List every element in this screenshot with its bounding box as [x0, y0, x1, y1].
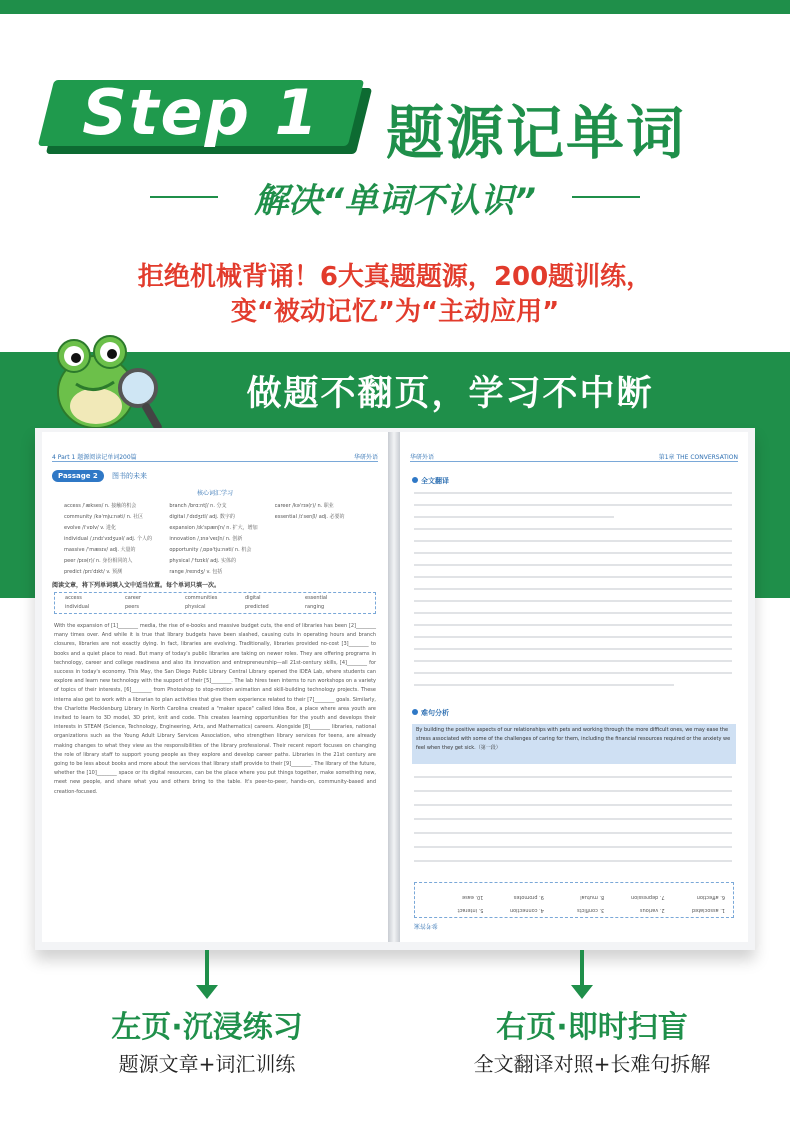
- page-title: 题源记单词: [386, 99, 687, 167]
- text-line: [414, 492, 732, 494]
- vocab-item: physical /ˈfɪzɪkl/ adj. 实体的: [169, 558, 236, 564]
- text-line: [414, 818, 732, 820]
- vocab-item: branch /brɑːntʃ/ n. 分支: [169, 503, 227, 509]
- analysis-sentence: By building the positive aspects of our relationships with pets and working through the more difficult ones, we may ease the stress associated with some of the challenges of caring for them, including the financial resources required or the anxiety we feel when they get sick.（第一段）: [416, 727, 731, 751]
- answer-item: 6. affection: [696, 894, 725, 900]
- word-bank-item: digital: [245, 595, 261, 601]
- step-label: Step 1: [82, 76, 320, 149]
- top-bar: [0, 0, 790, 14]
- left-page-header: [52, 452, 378, 462]
- left-header-brand: 华研外语: [353, 454, 378, 461]
- answer-item: 4. connection: [509, 907, 544, 913]
- text-line: [414, 576, 732, 578]
- vocab-item: essential /ɪˈsenʃl/ adj. 必要的: [274, 514, 345, 520]
- vocab-item: expansion /ɪkˈspænʃn/ n. 扩大，增加: [169, 525, 258, 531]
- vocab-item: opportunity /ˌɒpəˈtjuːnəti/ n. 机会: [169, 547, 252, 553]
- answer-item: 7. depression: [630, 894, 665, 900]
- exercise-instruction: 阅读文章，将下列单词填入文中适当位置。每个单词只填一次。: [52, 582, 221, 589]
- tagline-line2: 变“被动记忆”为“主动应用”: [230, 297, 560, 327]
- word-bank-item: physical: [185, 604, 206, 610]
- text-line: [414, 504, 732, 506]
- answer-item: 5. interact: [457, 907, 484, 913]
- vocab-item: career /kəˈrɪə(r)/ n. 职业: [274, 503, 334, 509]
- text-line: [414, 776, 732, 778]
- right-header-label: 第1章 THE CONVERSATION: [658, 454, 738, 461]
- answer-item: 9. promotes: [513, 894, 544, 900]
- band-title: 做题不翻页，学习不中断: [246, 374, 654, 414]
- text-line: [414, 648, 732, 650]
- vocab-item: digital /ˈdɪdʒɪtl/ adj. 数字的: [169, 514, 235, 520]
- left-caption-title: 左页·沉浸练习: [111, 1010, 303, 1045]
- answer-item: 3. conflicts: [577, 907, 605, 913]
- book-gutter: [388, 432, 400, 942]
- left-page: [42, 432, 388, 942]
- vocab-item: peer /pɪə(r)/ n. 身份相同的人: [64, 558, 133, 564]
- text-line: [414, 672, 732, 674]
- text-line: [414, 804, 732, 806]
- left-caption-subtitle: 题源文章+词汇训练: [118, 1052, 296, 1076]
- solve-subtitle: 解决“单词不认识”: [254, 181, 536, 221]
- left-arrow-icon: [196, 985, 218, 999]
- vocab-item: evolve /iˈvɒlv/ v. 进化: [64, 525, 117, 531]
- answers-label: 参考答案: [414, 922, 439, 929]
- analysis-heading: 难句分析: [412, 708, 449, 718]
- vocab-item: [275, 524, 374, 531]
- right-arrow-icon: [571, 985, 593, 999]
- word-bank-item: peers: [125, 604, 139, 610]
- right-arrow-shaft: [580, 950, 584, 990]
- translation-heading: 全文翻译: [412, 476, 449, 486]
- passage-text: With the expansion of [1]________ media, the rise of e-books and massive budget cuts, the end of libraries has been [2]________ many times over. And while it is true that library budgets have been slashed, causing cuts in operating hours and branch closures, libraries are not exactly dying. In fact, libraries are evolving. Traditionally, libraries provided no-cost [3]________ to books and a quiet place to read. But many of today's public libraries are taking on newer roles. They are offering programs in technology, career and college readiness and also its innovation and entrepreneurship—all 21st-century skills, [4]________ for success in today's economy. This May, the San Diego Public Library Central Library opened the IDEA Lab, where students can explore and learn new technology with the support of their [5]________. The lab hires teen interns to run workshops on a variety of topics of their interests, [6]________ from Photoshop to stop-motion animation and skill-building technology projects. These interns also get to work with a librarian to plan activities that give them experience related to their [7]________ goals. Similarly, the Charlotte Mecklenburg Library in North Carolina created a "maker space" called Idea Box, a place where area youth are invited to learn to 3D model, 3D print, knit and code. This creates learning opportunities for the youth and develops their interests in STEAM (Science, Technology, Engineering, Arts, and Mathematics) careers. Alongside [8]________ libraries, national organizations such as the Young Adult Library Services Association, who strengthen library services for teens, are already making changes to what they view as the responsibilities of the library professional. Their recent report focuses on changing the role of library staff to support young people as they explore and develop career paths. Libraries in the 21st century are going to be less about books and more about the services that library staff provide to their [9]________. The library of the future, whether the [10]________ space or its digital resources, can be the place where you put things together, make something new, meet new people, and share what you and others bring to the table. It's peer-to-peer, hands-on, community-based and creation-focused.: [54, 623, 376, 795]
- right-page: [400, 432, 748, 942]
- vocab-item: innovation /ˌɪnəˈveɪʃn/ n. 创新: [169, 536, 243, 542]
- text-line: [414, 624, 732, 626]
- right-caption-subtitle: 全文翻译对照+长难句拆解: [473, 1052, 711, 1076]
- answer-key-box: [414, 882, 734, 918]
- text-line: [414, 846, 732, 848]
- vocab-item: [275, 557, 374, 564]
- text-line: [414, 600, 732, 602]
- vocab-item: massive /ˈmæsɪv/ adj. 大量的: [64, 547, 136, 553]
- vocab-heading: 核心词汇学习: [196, 490, 233, 497]
- left-arrow-shaft: [205, 950, 209, 990]
- word-bank-item: predicted: [245, 604, 269, 610]
- text-line: [414, 552, 732, 554]
- word-bank-item: individual: [65, 604, 90, 610]
- answer-item: 1. associated: [691, 907, 725, 913]
- vocab-item: [275, 546, 374, 553]
- vocab-item: community /kəˈmjuːnəti/ n. 社区: [64, 514, 144, 520]
- right-header-brand: 华研外语: [410, 454, 435, 461]
- word-bank-item: access: [65, 595, 82, 601]
- vocab-item: access /ˈækses/ n. 接触的机会: [64, 503, 137, 509]
- passage-title: 图书的未来: [112, 472, 147, 480]
- answer-item: 2. various: [639, 907, 665, 913]
- step-badge: [46, 76, 368, 158]
- vocab-item: [275, 535, 374, 542]
- left-header-label: 4 Part 1 题源阅读记单词200篇: [52, 454, 137, 461]
- right-page-header: [410, 452, 738, 462]
- text-line: [414, 516, 614, 518]
- word-bank-item: essential: [305, 595, 328, 601]
- text-line: [414, 684, 674, 686]
- divider-right: [572, 196, 640, 198]
- vocab-item: [275, 568, 374, 575]
- text-line: [414, 636, 732, 638]
- text-line: [414, 540, 732, 542]
- word-bank: [54, 592, 376, 614]
- text-line: [414, 832, 732, 834]
- answer-item: 10. ease: [462, 894, 484, 900]
- vocab-item: range /reɪndʒ/ v. 包括: [169, 569, 223, 575]
- vocab-item: predict /prɪˈdɪkt/ v. 预测: [64, 569, 123, 575]
- vocab-list: [64, 502, 374, 575]
- text-line: [414, 612, 732, 614]
- analysis-highlight: [412, 724, 736, 764]
- tagline-line1: 拒绝机械背诵！6大真题题源，200题训练，: [137, 262, 653, 292]
- vocab-item: individual /ˌɪndɪˈvɪdʒuəl/ adj. 个人的: [64, 536, 152, 542]
- text-line: [414, 564, 732, 566]
- right-caption-title: 右页·即时扫盲: [496, 1010, 688, 1045]
- text-line: [414, 528, 732, 530]
- word-bank-item: career: [125, 595, 141, 601]
- answer-item: 8. mutual: [580, 894, 605, 900]
- text-line: [414, 860, 732, 862]
- text-line: [414, 588, 732, 590]
- word-bank-item: communities: [185, 595, 218, 601]
- word-bank-item: ranging: [305, 604, 325, 610]
- passage-tag: Passage 2: [52, 470, 104, 482]
- text-line: [414, 790, 732, 792]
- text-line: [414, 660, 732, 662]
